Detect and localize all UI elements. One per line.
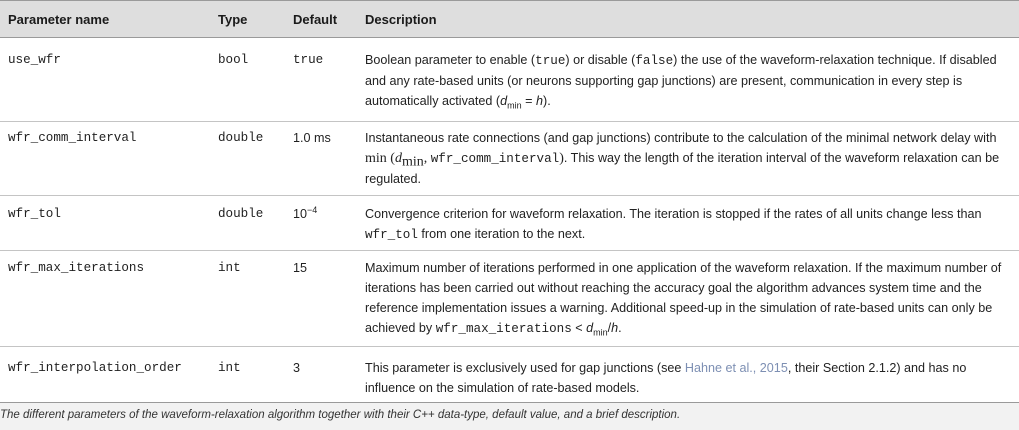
param-description: Convergence criterion for waveform relaxation. The iteration is stopped if the rates of all units change less than wfr_tol from one iteration to the next. bbox=[365, 207, 982, 242]
table-header bbox=[0, 0, 1019, 38]
citation-link[interactable]: Hahne et al., 2015 bbox=[684, 361, 788, 375]
param-type: double bbox=[218, 207, 264, 221]
table-row bbox=[0, 122, 1019, 196]
param-default: 1.0 ms bbox=[293, 131, 331, 145]
param-default: $10^{-4}$ bbox=[293, 204, 318, 221]
param-type: int bbox=[218, 261, 241, 275]
param-description: This parameter is exclusively used for gap junctions (see Hahne et al., 2015, their Section 2.1.2) and has no influence on the simulation of rate-based models. bbox=[365, 361, 967, 395]
table-row bbox=[0, 251, 1019, 347]
param-name: wfr_comm_interval bbox=[8, 131, 137, 145]
param-type: int bbox=[218, 361, 241, 375]
caption-text: The different parameters of the waveform-relaxation algorithm together with their C++ data-type, default value, and a brief description. bbox=[0, 409, 681, 421]
param-default: true bbox=[293, 53, 324, 67]
table-row bbox=[0, 347, 1019, 402]
table-row bbox=[0, 38, 1019, 122]
param-description: Maximum number of iterations performed in one application of the waveform relaxation. If the maximum number of iterations has been carried out without reaching the accuracy goal the algorithm advances system time and the reference implementation issues a warning. Additional speed-up in the simulation of rate-based units can only be achieved by wfr_max_iterations < $d_{min}/h$. bbox=[365, 261, 1002, 338]
table-row bbox=[0, 196, 1019, 251]
header-parameter-name: Parameter name bbox=[8, 12, 110, 27]
param-description: Instantaneous rate connections (and gap junctions) contribute to the calculation of the minimal network delay with $\min (d_{min}$, wfr_comm_interval). This way the length of the iteration interval of the waveform relaxation can be regulated. bbox=[365, 131, 1000, 186]
param-default: 15 bbox=[293, 261, 308, 275]
header-type: Type bbox=[218, 12, 248, 27]
param-name: wfr_tol bbox=[8, 207, 61, 221]
header-description: Description bbox=[365, 12, 437, 27]
param-name: wfr_interpolation_order bbox=[8, 361, 182, 375]
param-name: use_wfr bbox=[8, 53, 61, 67]
table-caption bbox=[0, 402, 1019, 430]
param-type: double bbox=[218, 131, 264, 145]
header-default: Default bbox=[293, 12, 338, 27]
param-default: 3 bbox=[293, 361, 301, 375]
param-name: wfr_max_iterations bbox=[8, 261, 145, 275]
param-description: Boolean parameter to enable (true) or disable (false) the use of the waveform-relaxation technique. If disabled and any rate-based units (or neurons supporting gap junctions) are present, communication in every step is automatically activated $(d_{min} = h)$. bbox=[365, 53, 997, 111]
param-type: bool bbox=[218, 53, 249, 67]
